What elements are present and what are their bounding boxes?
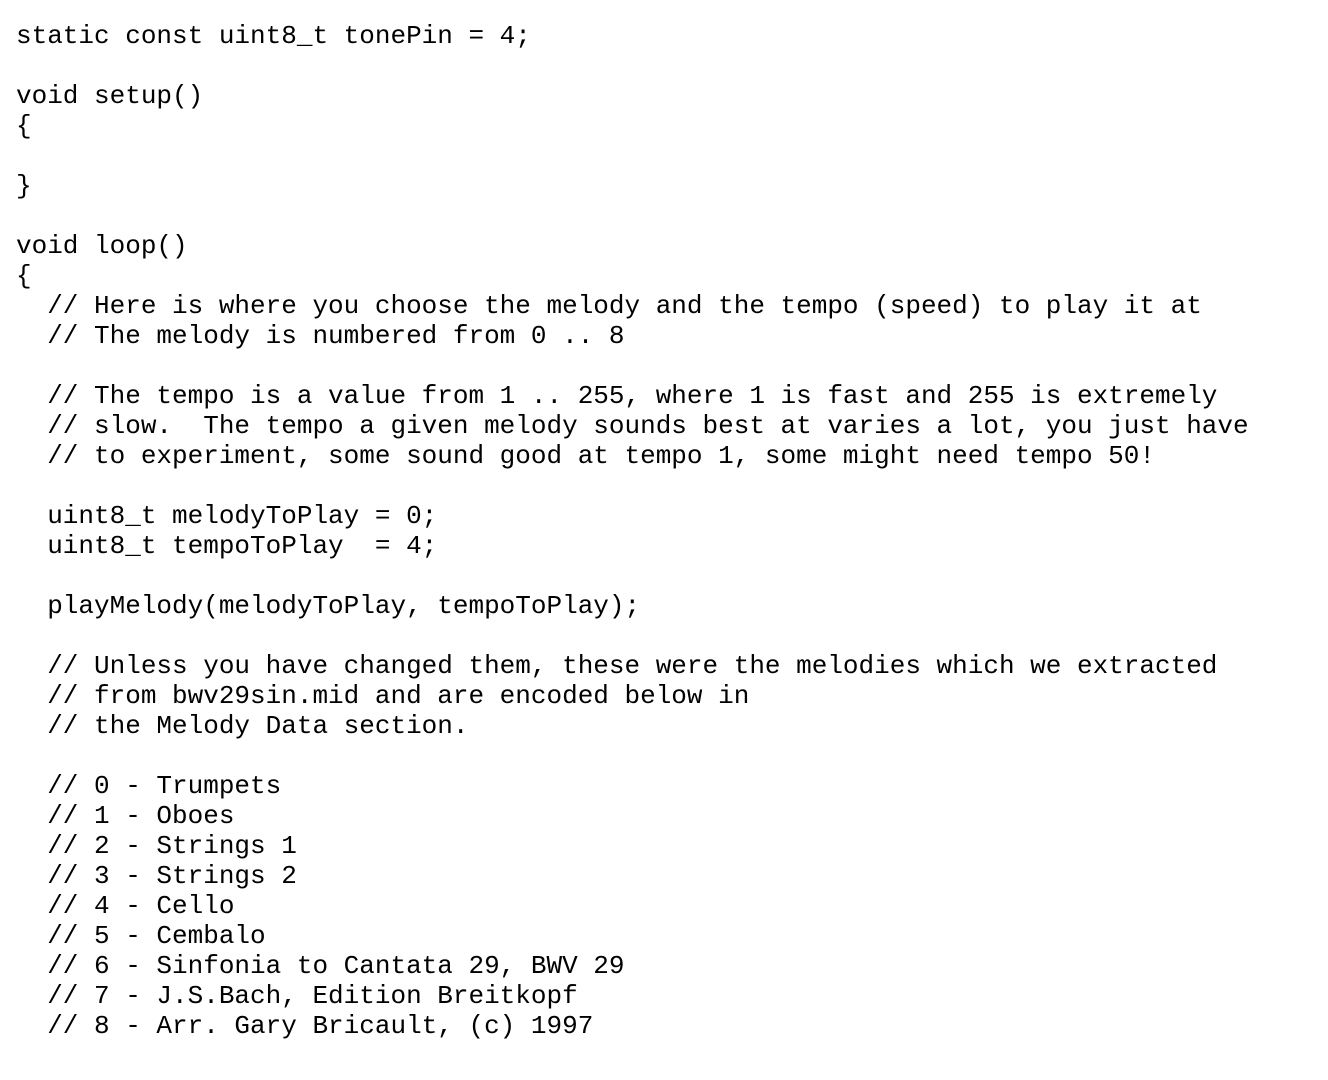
code-line: // 3 - Strings 2 <box>16 861 297 891</box>
code-line: // 4 - Cello <box>16 891 235 921</box>
code-line <box>16 561 1316 591</box>
code-text-block <box>16 21 1316 1041</box>
code-line: { <box>16 111 32 141</box>
code-line: static const uint8_t tonePin = 4; <box>16 21 531 51</box>
code-line: uint8_t melodyToPlay = 0; <box>16 501 438 531</box>
code-line: // 6 - Sinfonia to Cantata 29, BWV 29 <box>16 951 625 981</box>
code-line: // from bwv29sin.mid and are encoded below in <box>16 681 750 711</box>
code-line <box>16 51 1316 81</box>
code-line: void setup() <box>16 81 204 111</box>
code-line <box>16 471 1316 501</box>
code-line: // the Melody Data section. <box>16 711 469 741</box>
code-line: // to experiment, some sound good at tempo 1, some might need tempo 50! <box>16 441 1155 471</box>
code-line <box>16 141 1316 171</box>
code-line: uint8_t tempoToPlay = 4; <box>16 531 438 561</box>
code-line <box>16 351 1316 381</box>
code-line <box>16 201 1316 231</box>
code-line: // The melody is numbered from 0 .. 8 <box>16 321 625 351</box>
code-line <box>16 741 1316 771</box>
code-line: // 2 - Strings 1 <box>16 831 297 861</box>
code-line: // Here is where you choose the melody and the tempo (speed) to play it at <box>16 291 1202 321</box>
code-line: // 5 - Cembalo <box>16 921 266 951</box>
code-line: // slow. The tempo a given melody sounds best at varies a lot, you just have <box>16 411 1249 441</box>
code-line: playMelody(melodyToPlay, tempoToPlay); <box>16 591 641 621</box>
code-line: // Unless you have changed them, these were the melodies which we extracted <box>16 651 1218 681</box>
code-line: // The tempo is a value from 1 .. 255, where 1 is fast and 255 is extremely <box>16 381 1218 411</box>
code-line: // 0 - Trumpets <box>16 771 282 801</box>
code-line: // 8 - Arr. Gary Bricault, (c) 1997 <box>16 1011 594 1041</box>
code-line: { <box>16 261 32 291</box>
code-line <box>16 621 1316 651</box>
code-line: } <box>16 171 32 201</box>
code-line: // 7 - J.S.Bach, Edition Breitkopf <box>16 981 578 1011</box>
code-line: // 1 - Oboes <box>16 801 235 831</box>
code-line: void loop() <box>16 231 188 261</box>
